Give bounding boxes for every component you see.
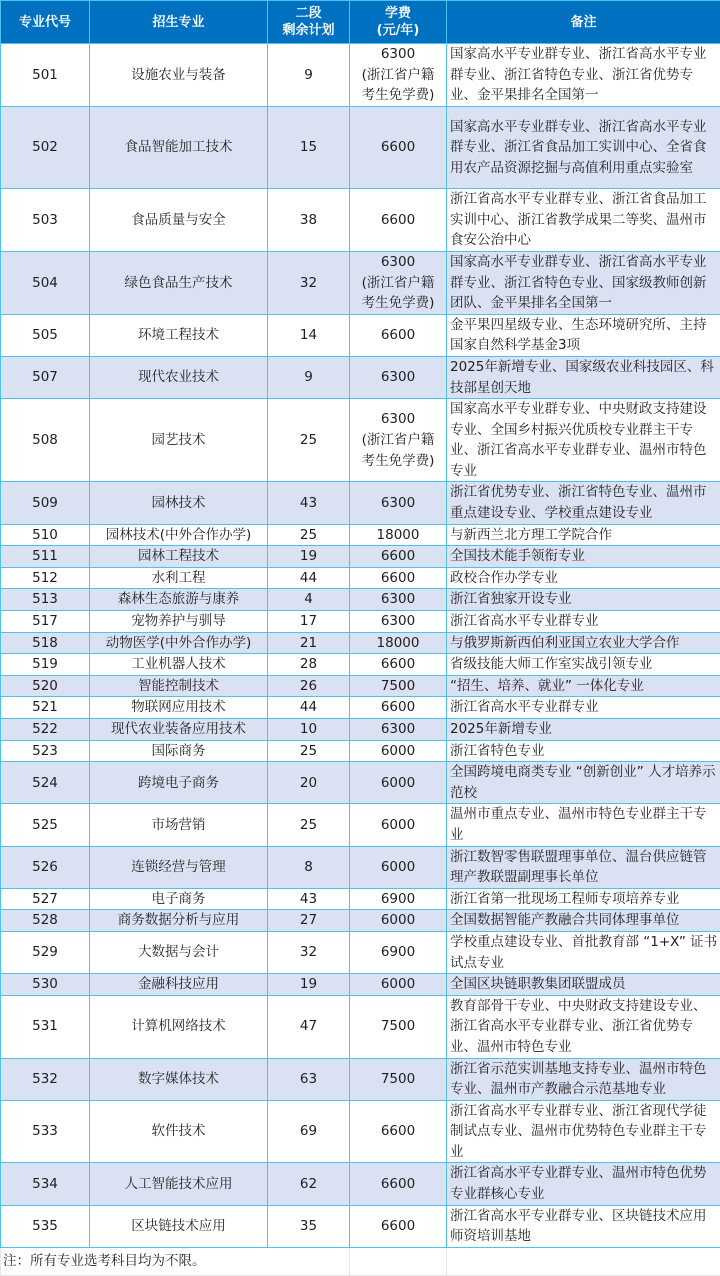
major-name-cell: 森林生态旅游与康养 <box>90 589 268 611</box>
tuition-line: 6300 <box>350 409 446 430</box>
remark-cell: 浙江省示范实训基地支持专业、温州市特色专业、温州市产教融合示范基地专业 <box>447 1058 720 1100</box>
major-name-cell: 连锁经营与管理 <box>90 846 268 888</box>
major-code-cell: 513 <box>1 589 90 611</box>
tuition-cell <box>350 482 447 524</box>
tuition-line: (浙江省户籍 <box>350 430 446 451</box>
remaining-plan-cell: 27 <box>268 910 350 932</box>
remark-cell: 全国数据智能产教融合共同体理事单位 <box>447 910 720 932</box>
table-row <box>1 1163 720 1205</box>
table-row <box>1 314 720 356</box>
tuition-line: 6600 <box>350 546 446 567</box>
major-name-cell: 绿色食品生产技术 <box>90 251 268 314</box>
remaining-plan-cell: 47 <box>268 995 350 1058</box>
remaining-plan-cell: 17 <box>268 611 350 633</box>
major-name-cell: 现代农业装备应用技术 <box>90 719 268 741</box>
remaining-plan-cell: 43 <box>268 888 350 910</box>
table-row <box>1 589 720 611</box>
major-name-cell: 工业机器人技术 <box>90 654 268 676</box>
tuition-line: 6000 <box>350 910 446 931</box>
tuition-line: 6600 <box>350 654 446 675</box>
tuition-line: 考生免学费) <box>350 85 446 106</box>
remark-cell: 浙江省高水平专业群专业 <box>447 697 720 719</box>
major-name-cell: 园林技术(中外合作办学) <box>90 524 268 546</box>
remaining-plan-cell: 25 <box>268 740 350 762</box>
remaining-plan-cell: 62 <box>268 1163 350 1205</box>
major-code-cell: 525 <box>1 804 90 846</box>
tuition-line: 6600 <box>350 325 446 346</box>
major-name-cell: 设施农业与装备 <box>90 44 268 107</box>
remark-cell: 浙江省高水平专业群专业、浙江省现代学徒制试点专业、温州市优势特色专业群主干专业 <box>447 1100 720 1163</box>
remark-cell: 全国跨境电商类专业 “创新创业” 人才培养示范校 <box>447 762 720 804</box>
major-code-cell: 512 <box>1 567 90 589</box>
tuition-cell <box>350 1100 447 1163</box>
remaining-plan-cell: 25 <box>268 399 350 482</box>
major-name-cell: 电子商务 <box>90 888 268 910</box>
tuition-line: 6000 <box>350 857 446 878</box>
tuition-line: 6300 <box>350 493 446 514</box>
remark-cell: 2025年新增专业 <box>447 719 720 741</box>
tuition-line: 6600 <box>350 1216 446 1237</box>
header-row <box>1 1 720 44</box>
major-code-cell: 519 <box>1 654 90 676</box>
remaining-plan-cell: 10 <box>268 719 350 741</box>
table-row <box>1 106 720 188</box>
tuition-cell <box>350 1058 447 1100</box>
remaining-plan-cell: 32 <box>268 251 350 314</box>
tuition-cell <box>350 589 447 611</box>
major-code-cell: 521 <box>1 697 90 719</box>
major-name-cell: 数字媒体技术 <box>90 1058 268 1100</box>
major-name-cell: 金融科技应用 <box>90 974 268 996</box>
remark-cell: 浙江省高水平专业群专业、浙江省食品加工实训中心、浙江省教学成果二等奖、温州市食安公治中心 <box>447 189 720 252</box>
remark-cell: 浙江省高水平专业群专业 <box>447 611 720 633</box>
tuition-line: 6000 <box>350 815 446 836</box>
header-plan <box>268 1 350 44</box>
tuition-cell <box>350 654 447 676</box>
table-row <box>1 524 720 546</box>
major-code-cell: 501 <box>1 44 90 107</box>
header-label: 招生专业 <box>90 14 267 31</box>
major-code-cell: 532 <box>1 1058 90 1100</box>
remark-cell: 浙江数智零售联盟理事单位、温台供应链管理产教联盟副理事长单位 <box>447 846 720 888</box>
remark-cell: 浙江省高水平专业群专业、区块链技术应用师资培训基地 <box>447 1205 720 1247</box>
remaining-plan-cell: 26 <box>268 675 350 697</box>
remark-cell: 浙江省特色专业 <box>447 740 720 762</box>
table-row <box>1 654 720 676</box>
table-row <box>1 399 720 482</box>
header-label: (元/年) <box>350 22 446 39</box>
tuition-cell <box>350 399 447 482</box>
tuition-cell <box>350 697 447 719</box>
tuition-line: 7500 <box>350 1016 446 1037</box>
remaining-plan-cell: 25 <box>268 524 350 546</box>
major-code-cell: 533 <box>1 1100 90 1163</box>
table-row <box>1 567 720 589</box>
remaining-plan-cell: 69 <box>268 1100 350 1163</box>
table-row <box>1 632 720 654</box>
tuition-line: 6000 <box>350 741 446 762</box>
remark-cell: 国家高水平专业群专业、浙江省高水平专业群专业、浙江省食品加工实训中心、全省食用农产品资源挖掘与高值利用重点实验室 <box>447 106 720 188</box>
remaining-plan-cell: 19 <box>268 974 350 996</box>
header-code <box>1 1 90 44</box>
remaining-plan-cell: 38 <box>268 189 350 252</box>
tuition-cell <box>350 314 447 356</box>
table-row <box>1 719 720 741</box>
major-name-cell: 区块链技术应用 <box>90 1205 268 1247</box>
tuition-cell <box>350 611 447 633</box>
tuition-cell <box>350 675 447 697</box>
table-row <box>1 44 720 107</box>
remark-cell: 全国区块链职教集团联盟成员 <box>447 974 720 996</box>
remaining-plan-cell: 19 <box>268 546 350 568</box>
table-row <box>1 546 720 568</box>
tuition-line: (浙江省户籍 <box>350 65 446 86</box>
tuition-cell <box>350 251 447 314</box>
tuition-line: 6300 <box>350 44 446 65</box>
major-name-cell: 食品智能加工技术 <box>90 106 268 188</box>
empty-cell <box>447 1247 720 1275</box>
major-name-cell: 动物医学(中外合作办学) <box>90 632 268 654</box>
major-code-cell: 505 <box>1 314 90 356</box>
major-code-cell: 511 <box>1 546 90 568</box>
tuition-cell <box>350 44 447 107</box>
remark-cell: 国家高水平专业群专业、中央财政支持建设专业、全国乡村振兴优质校专业群主干专业、浙江省高水平专业群专业、温州市特色专业 <box>447 399 720 482</box>
tuition-cell <box>350 804 447 846</box>
tuition-cell <box>350 567 447 589</box>
major-code-cell: 524 <box>1 762 90 804</box>
major-name-cell: 现代农业技术 <box>90 356 268 398</box>
table-row <box>1 910 720 932</box>
tuition-line: 6600 <box>350 1121 446 1142</box>
remark-cell: 与俄罗斯新西伯利亚国立农业大学合作 <box>447 632 720 654</box>
remark-cell: 国家高水平专业群专业、浙江省高水平专业群专业、浙江省特色专业、国家级教师创新团队、金平果排名全国第一 <box>447 251 720 314</box>
remaining-plan-cell: 44 <box>268 697 350 719</box>
remark-cell: 浙江省独家开设专业 <box>447 589 720 611</box>
remark-cell: 全国技术能手领衔专业 <box>447 546 720 568</box>
table-row <box>1 482 720 524</box>
tuition-cell <box>350 1163 447 1205</box>
remark-cell: 国家高水平专业群专业、浙江省高水平专业群专业、浙江省特色专业、浙江省优势专业、金平果排名全国第一 <box>447 44 720 107</box>
remaining-plan-cell: 4 <box>268 589 350 611</box>
footnote-row <box>1 1247 720 1275</box>
major-name-cell: 大数据与会计 <box>90 931 268 973</box>
tuition-line: 考生免学费) <box>350 293 446 314</box>
major-name-cell: 跨境电子商务 <box>90 762 268 804</box>
remaining-plan-cell: 20 <box>268 762 350 804</box>
remaining-plan-cell: 32 <box>268 931 350 973</box>
major-code-cell: 509 <box>1 482 90 524</box>
remaining-plan-cell: 25 <box>268 804 350 846</box>
tuition-cell <box>350 189 447 252</box>
major-name-cell: 园艺技术 <box>90 399 268 482</box>
tuition-cell <box>350 974 447 996</box>
tuition-cell <box>350 719 447 741</box>
header-label: 备注 <box>447 14 720 31</box>
tuition-line: 6600 <box>350 568 446 589</box>
tuition-line: 18000 <box>350 525 446 546</box>
tuition-line: 6600 <box>350 1174 446 1195</box>
header-label: 学费 <box>350 5 446 22</box>
tuition-line: 6600 <box>350 210 446 231</box>
header-label: 剩余计划 <box>268 22 349 39</box>
tuition-cell <box>350 740 447 762</box>
remaining-plan-cell: 44 <box>268 567 350 589</box>
tuition-line: 6300 <box>350 719 446 740</box>
remark-cell: 省级技能大师工作室实战引领专业 <box>447 654 720 676</box>
header-note <box>447 1 720 44</box>
major-name-cell: 食品质量与安全 <box>90 189 268 252</box>
remaining-plan-cell: 63 <box>268 1058 350 1100</box>
tuition-cell <box>350 632 447 654</box>
remaining-plan-cell: 8 <box>268 846 350 888</box>
table-row <box>1 356 720 398</box>
tuition-line: 考生免学费) <box>350 451 446 472</box>
remark-cell: 浙江省优势专业、浙江省特色专业、温州市重点建设专业、学校重点建设专业 <box>447 482 720 524</box>
major-name-cell: 市场营销 <box>90 804 268 846</box>
major-code-cell: 502 <box>1 106 90 188</box>
tuition-line: 6900 <box>350 942 446 963</box>
tuition-cell <box>350 995 447 1058</box>
tuition-line: 6600 <box>350 137 446 158</box>
tuition-line: 6300 <box>350 611 446 632</box>
table-row <box>1 931 720 973</box>
remark-cell: 浙江省高水平专业群专业、温州市特色优势专业群核心专业 <box>447 1163 720 1205</box>
table-row <box>1 611 720 633</box>
major-name-cell: 计算机网络技术 <box>90 995 268 1058</box>
major-code-cell: 518 <box>1 632 90 654</box>
major-code-cell: 527 <box>1 888 90 910</box>
header-label: 专业代号 <box>1 14 89 31</box>
table-row <box>1 1205 720 1247</box>
table-row <box>1 189 720 252</box>
table-row <box>1 1100 720 1163</box>
tuition-cell <box>350 524 447 546</box>
tuition-cell <box>350 846 447 888</box>
empty-cell <box>350 1247 447 1275</box>
tuition-line: 6000 <box>350 773 446 794</box>
table-row <box>1 762 720 804</box>
major-name-cell: 国际商务 <box>90 740 268 762</box>
remaining-plan-cell: 14 <box>268 314 350 356</box>
remaining-plan-cell: 43 <box>268 482 350 524</box>
remark-cell: 温州市重点专业、温州市特色专业群主干专业 <box>447 804 720 846</box>
footnote-text: 注：所有专业选考科目均为不限。 <box>1 1247 350 1275</box>
tuition-line: 6600 <box>350 697 446 718</box>
tuition-line: (浙江省户籍 <box>350 273 446 294</box>
header-fee <box>350 1 447 44</box>
major-name-cell: 物联网应用技术 <box>90 697 268 719</box>
major-code-cell: 520 <box>1 675 90 697</box>
table-row <box>1 1058 720 1100</box>
tuition-line: 7500 <box>350 676 446 697</box>
table-row <box>1 846 720 888</box>
major-name-cell: 软件技术 <box>90 1100 268 1163</box>
major-code-cell: 528 <box>1 910 90 932</box>
tuition-line: 18000 <box>350 633 446 654</box>
table-row <box>1 804 720 846</box>
remark-cell: 金平果四星级专业、生态环境研究所、主持国家自然科学基金3项 <box>447 314 720 356</box>
table-row <box>1 740 720 762</box>
major-code-cell: 503 <box>1 189 90 252</box>
remark-cell: 浙江省第一批现场工程师专项培养专业 <box>447 888 720 910</box>
tuition-cell <box>350 106 447 188</box>
remaining-plan-cell: 15 <box>268 106 350 188</box>
major-code-cell: 531 <box>1 995 90 1058</box>
table-row <box>1 697 720 719</box>
tuition-cell <box>350 762 447 804</box>
major-code-cell: 535 <box>1 1205 90 1247</box>
table-row <box>1 974 720 996</box>
remaining-plan-cell: 28 <box>268 654 350 676</box>
remaining-plan-cell: 9 <box>268 44 350 107</box>
tuition-line: 6000 <box>350 974 446 995</box>
table-row <box>1 251 720 314</box>
major-name-cell: 宠物养护与驯导 <box>90 611 268 633</box>
remark-cell: 学校重点建设专业、首批教育部 “1+X” 证书试点专业 <box>447 931 720 973</box>
major-name-cell: 园林技术 <box>90 482 268 524</box>
remark-cell: 政校合作办学专业 <box>447 567 720 589</box>
major-name-cell: 智能控制技术 <box>90 675 268 697</box>
major-code-cell: 510 <box>1 524 90 546</box>
major-name-cell: 水利工程 <box>90 567 268 589</box>
major-code-cell: 507 <box>1 356 90 398</box>
tuition-line: 7500 <box>350 1069 446 1090</box>
major-name-cell: 园林工程技术 <box>90 546 268 568</box>
remark-cell: 教育部骨干专业、中央财政支持建设专业、浙江省高水平专业群专业、浙江省优势专业、温州市特色专业 <box>447 995 720 1058</box>
major-code-cell: 529 <box>1 931 90 973</box>
major-code-cell: 508 <box>1 399 90 482</box>
major-code-cell: 530 <box>1 974 90 996</box>
table-row <box>1 995 720 1058</box>
tuition-cell <box>350 356 447 398</box>
header-label: 二段 <box>268 5 349 22</box>
tuition-cell <box>350 888 447 910</box>
tuition-cell <box>350 546 447 568</box>
major-code-cell: 534 <box>1 1163 90 1205</box>
tuition-line: 6900 <box>350 889 446 910</box>
remaining-plan-cell: 21 <box>268 632 350 654</box>
remark-cell: 2025年新增专业、国家级农业科技园区、科技部星创天地 <box>447 356 720 398</box>
major-code-cell: 522 <box>1 719 90 741</box>
header-major <box>90 1 268 44</box>
table-row <box>1 888 720 910</box>
tuition-line: 6300 <box>350 252 446 273</box>
remaining-plan-cell: 35 <box>268 1205 350 1247</box>
tuition-cell <box>350 910 447 932</box>
tuition-line: 6300 <box>350 367 446 388</box>
table-row <box>1 675 720 697</box>
remaining-plan-cell: 9 <box>268 356 350 398</box>
major-code-cell: 526 <box>1 846 90 888</box>
major-code-cell: 523 <box>1 740 90 762</box>
major-code-cell: 517 <box>1 611 90 633</box>
remark-cell: 与新西兰北方理工学院合作 <box>447 524 720 546</box>
tuition-line: 6300 <box>350 589 446 610</box>
tuition-cell <box>350 1205 447 1247</box>
major-name-cell: 环境工程技术 <box>90 314 268 356</box>
major-code-cell: 504 <box>1 251 90 314</box>
tuition-cell <box>350 931 447 973</box>
major-name-cell: 人工智能技术应用 <box>90 1163 268 1205</box>
major-name-cell: 商务数据分析与应用 <box>90 910 268 932</box>
remark-cell: “招生、培养、就业” 一体化专业 <box>447 675 720 697</box>
